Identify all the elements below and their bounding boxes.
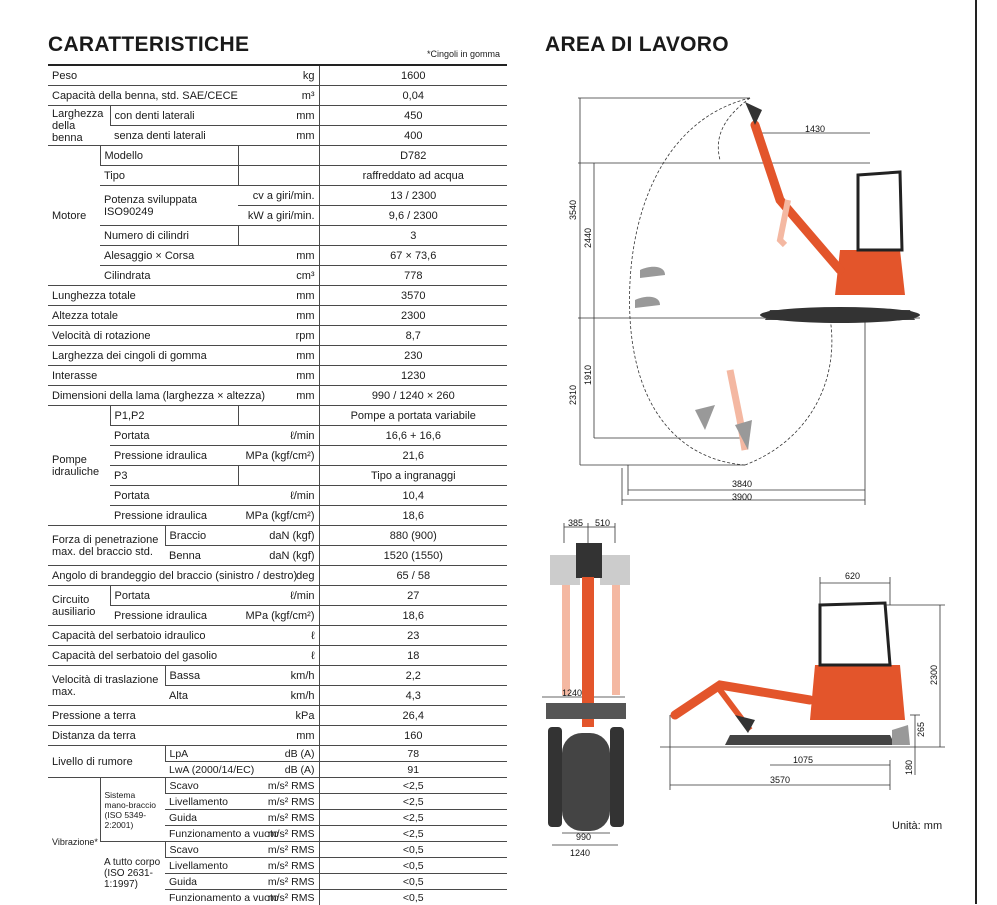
row-peso: Peso kg 1600 [48,65,507,86]
row-lama: Dimensioni della lama (larghezza × altezza) mm 990 / 1240 × 260 [48,386,507,406]
row-portata1: Portata ℓ/min 16,6 + 16,6 [48,426,507,446]
dim-1075: 1075 [793,755,813,765]
dim-990: 990 [576,832,591,842]
row-lwa: LwA (2000/14/EC) dB (A) 91 [48,762,507,778]
row-alesaggio: Alesaggio × Corsa mm 67 × 73,6 [48,246,507,266]
dim-1430: 1430 [805,124,825,134]
front-view-diagram [540,515,635,863]
dim-3840: 3840 [732,479,752,489]
row-capacita: Capacità della benna, std. SAE/CECE m³ 0,04 [48,86,507,106]
row-altezza: Altezza totale mm 2300 [48,306,507,326]
row-bassa: Velocità di traslazione max. Bassa km/h 2,2 [48,666,507,686]
row-distanza: Distanza da terra mm 160 [48,726,507,746]
excavator-side-illustration [635,102,920,450]
row-vib-5: A tutto corpo (ISO 2631-1:1997) Scavo m/s² RMS <0,5 [48,842,507,858]
dim-2310: 2310 [568,385,578,405]
dim-2300: 2300 [929,665,939,685]
row-larghezza: Larghezza della benna con denti laterali mm 450 [48,106,507,126]
row-larghezza-2: senza denti laterali mm 400 [48,126,507,146]
row-forza-braccio: Forza di penetrazione max. del braccio std. Braccio daN (kgf) 880 (900) [48,526,507,546]
dim-3900: 3900 [732,492,752,502]
row-pressione-terra: Pressione a terra kPa 26,4 [48,706,507,726]
row-cingoli: Larghezza dei cingoli di gomma mm 230 [48,346,507,366]
row-pressione2: Pressione idraulica MPa (kgf/cm²) 18,6 [48,506,507,526]
work-area-title: AREA DI LAVORO [545,33,729,57]
reach-envelope [630,98,750,465]
row-portata2: Portata ℓ/min 10,4 [48,486,507,506]
row-serb-idr: Capacità del serbatoio idraulico ℓ 23 [48,626,507,646]
row-brandeggio: Angolo di brandeggio del braccio (sinistro / destro) deg 65 / 58 [48,566,507,586]
rubber-track-note: *Cingoli in gomma [427,49,500,59]
row-tipo: Tipo raffreddato ad acqua [48,166,507,186]
dim-265: 265 [916,722,926,737]
row-p12: Pompe idrauliche P1,P2 Pompe a portata variabile [48,406,507,426]
row-potenza: Potenza sviluppata ISO90249 cv a giri/min. 13 / 2300 [48,186,507,206]
dim-3570: 3570 [770,775,790,785]
row-vib-2: Livellamento m/s² RMS <2,5 [48,794,507,810]
dim-2440: 2440 [583,228,593,248]
row-circuito-pressione: Pressione idraulica MPa (kgf/cm²) 18,6 [48,606,507,626]
row-cilindri: Numero di cilindri 3 [48,226,507,246]
row-rotazione: Velocità di rotazione rpm 8,7 [48,326,507,346]
row-vib-7: Guida m/s² RMS <0,5 [48,874,507,890]
work-area-diagram [540,80,925,510]
row-alta: Alta km/h 4,3 [48,686,507,706]
dim-620: 620 [845,571,860,581]
dim-385: 385 [568,518,583,528]
row-vib-1: Vibrazione* Sistema mano-braccio (ISO 5349-2:2001) Scavo m/s² RMS <2,5 [48,778,507,794]
dim-180: 180 [904,760,914,775]
dim-1910: 1910 [583,365,593,385]
dim-1240-bottom: 1240 [570,848,590,858]
row-vib-4: Funzionamento a vuoto m/s² RMS <2,5 [48,826,507,842]
row-modello: Motore Modello D782 [48,146,507,166]
row-cilindrata: Cilindrata cm³ 778 [48,266,507,286]
row-vib-6: Livellamento m/s² RMS <0,5 [48,858,507,874]
row-forza-benna: Benna daN (kgf) 1520 (1550) [48,546,507,566]
specs-title: CARATTERISTICHE [48,33,249,57]
row-lpa: Livello di rumore LpA dB (A) 78 [48,746,507,762]
row-interasse: Interasse mm 1230 [48,366,507,386]
spec-table [48,64,507,905]
units-note: Unità: mm [892,820,942,832]
dim-3540: 3540 [568,200,578,220]
side-view-diagram [660,565,950,795]
row-vib-3: Guida m/s² RMS <2,5 [48,810,507,826]
row-circuito-portata: Circuito ausiliario Portata ℓ/min 27 [48,586,507,606]
dim-510: 510 [595,518,610,528]
row-pressione1: Pressione idraulica MPa (kgf/cm²) 21,6 [48,446,507,466]
row-lunghezza: Lunghezza totale mm 3570 [48,286,507,306]
row-serb-gas: Capacità del serbatoio del gasolio ℓ 18 [48,646,507,666]
dim-1240-top: 1240 [562,688,582,698]
row-vib-8: Funzionamento a vuoto m/s² RMS <0,5 [48,890,507,905]
row-potenza-2: kW a giri/min. 9,6 / 2300 [48,206,507,226]
row-p3: P3 Tipo a ingranaggi [48,466,507,486]
